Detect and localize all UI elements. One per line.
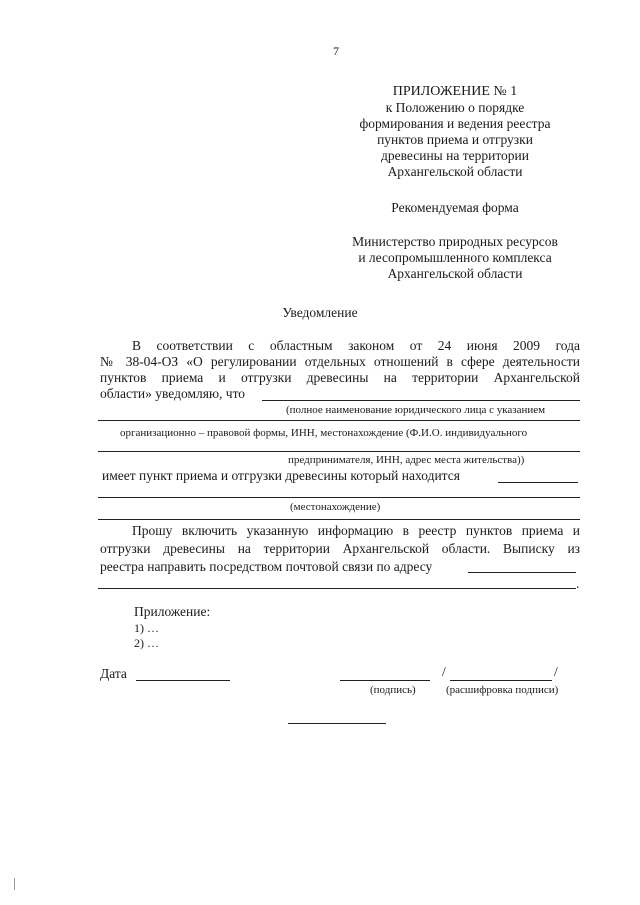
address-field-2[interactable] bbox=[98, 588, 576, 589]
address-field[interactable] bbox=[468, 572, 576, 573]
signature-field[interactable] bbox=[340, 680, 430, 681]
date-label: Дата bbox=[100, 666, 127, 681]
appendix-line: пунктов приема и отгрузки bbox=[377, 132, 533, 147]
org-name-field[interactable] bbox=[262, 400, 580, 401]
caption-signature: (подпись) bbox=[370, 684, 416, 696]
paragraph-1-line-2: № 38-04-ОЗ «О регулировании отдельных отношений в сфере деятельности bbox=[100, 354, 580, 369]
decode-field[interactable] bbox=[450, 680, 552, 681]
appendix-header bbox=[330, 84, 580, 180]
appendix-line: Архангельской области bbox=[387, 164, 523, 179]
date-field[interactable] bbox=[136, 680, 230, 681]
slash-close: / bbox=[554, 664, 558, 679]
addressee-line: Министерство природных ресурсов bbox=[352, 234, 558, 249]
appendix-line: формирования и ведения реестра bbox=[359, 116, 551, 131]
appendix-title: ПРИЛОЖЕНИЕ № 1 bbox=[392, 84, 518, 99]
scan-edge-mark bbox=[14, 878, 15, 890]
attachment-item: 2) … bbox=[134, 636, 159, 650]
point-location-field[interactable] bbox=[498, 482, 578, 483]
addressee-line: и лесопромышленного комплекса bbox=[358, 250, 552, 265]
paragraph-1-line-3: пунктов приема и отгрузки древесины на территории Архангельской bbox=[100, 370, 580, 385]
document-title: Уведомление bbox=[282, 305, 358, 320]
location-field[interactable] bbox=[98, 497, 580, 498]
caption-full-name: (полное наименование юридического лица с указанием bbox=[286, 404, 546, 416]
paragraph-1-line-4: области» уведомляю, что bbox=[100, 386, 246, 401]
appendix-line: древесины на территории bbox=[381, 148, 529, 163]
org-form-field[interactable] bbox=[98, 420, 580, 421]
caption-decode: (расшифровка подписи) bbox=[446, 684, 559, 696]
appendix-line: к Положению о порядке bbox=[385, 100, 525, 115]
attachment-item: 1) … bbox=[134, 621, 159, 635]
paragraph-1-line-1: В соответствии с областным законом от 24 июня 2009 года bbox=[132, 338, 580, 353]
slash-open: / bbox=[442, 664, 446, 679]
paragraph-2-line-1: Прошу включить указанную информацию в реестр пунктов приема и bbox=[132, 523, 580, 538]
page-number: 7 bbox=[333, 44, 339, 58]
attachments-label: Приложение: bbox=[134, 604, 211, 619]
paragraph-2-line-3: реестра направить посредством почтовой связи по адресу bbox=[100, 559, 433, 574]
caption-entrepreneur: предпринимателя, ИНН, адрес места жительства)) bbox=[288, 454, 525, 466]
caption-org-form: организационно – правовой формы, ИНН, местонахождение (Ф.И.О. индивидуального bbox=[120, 427, 528, 439]
addressee-block bbox=[330, 234, 580, 282]
bottom-separator bbox=[288, 723, 386, 724]
location-field-2[interactable] bbox=[98, 519, 580, 520]
caption-location: (местонахождение) bbox=[290, 501, 381, 513]
entrepreneur-field[interactable] bbox=[98, 451, 580, 452]
recommended-form: Рекомендуемая форма bbox=[391, 200, 519, 215]
point-location-text: имеет пункт приема и отгрузки древесины который находится bbox=[102, 468, 460, 483]
addressee-line: Архангельской области bbox=[387, 266, 523, 281]
address-end-mark: . bbox=[576, 576, 580, 591]
paragraph-2-line-2: отгрузки древесины на территории Архангельской области. Выписку из bbox=[100, 541, 580, 556]
